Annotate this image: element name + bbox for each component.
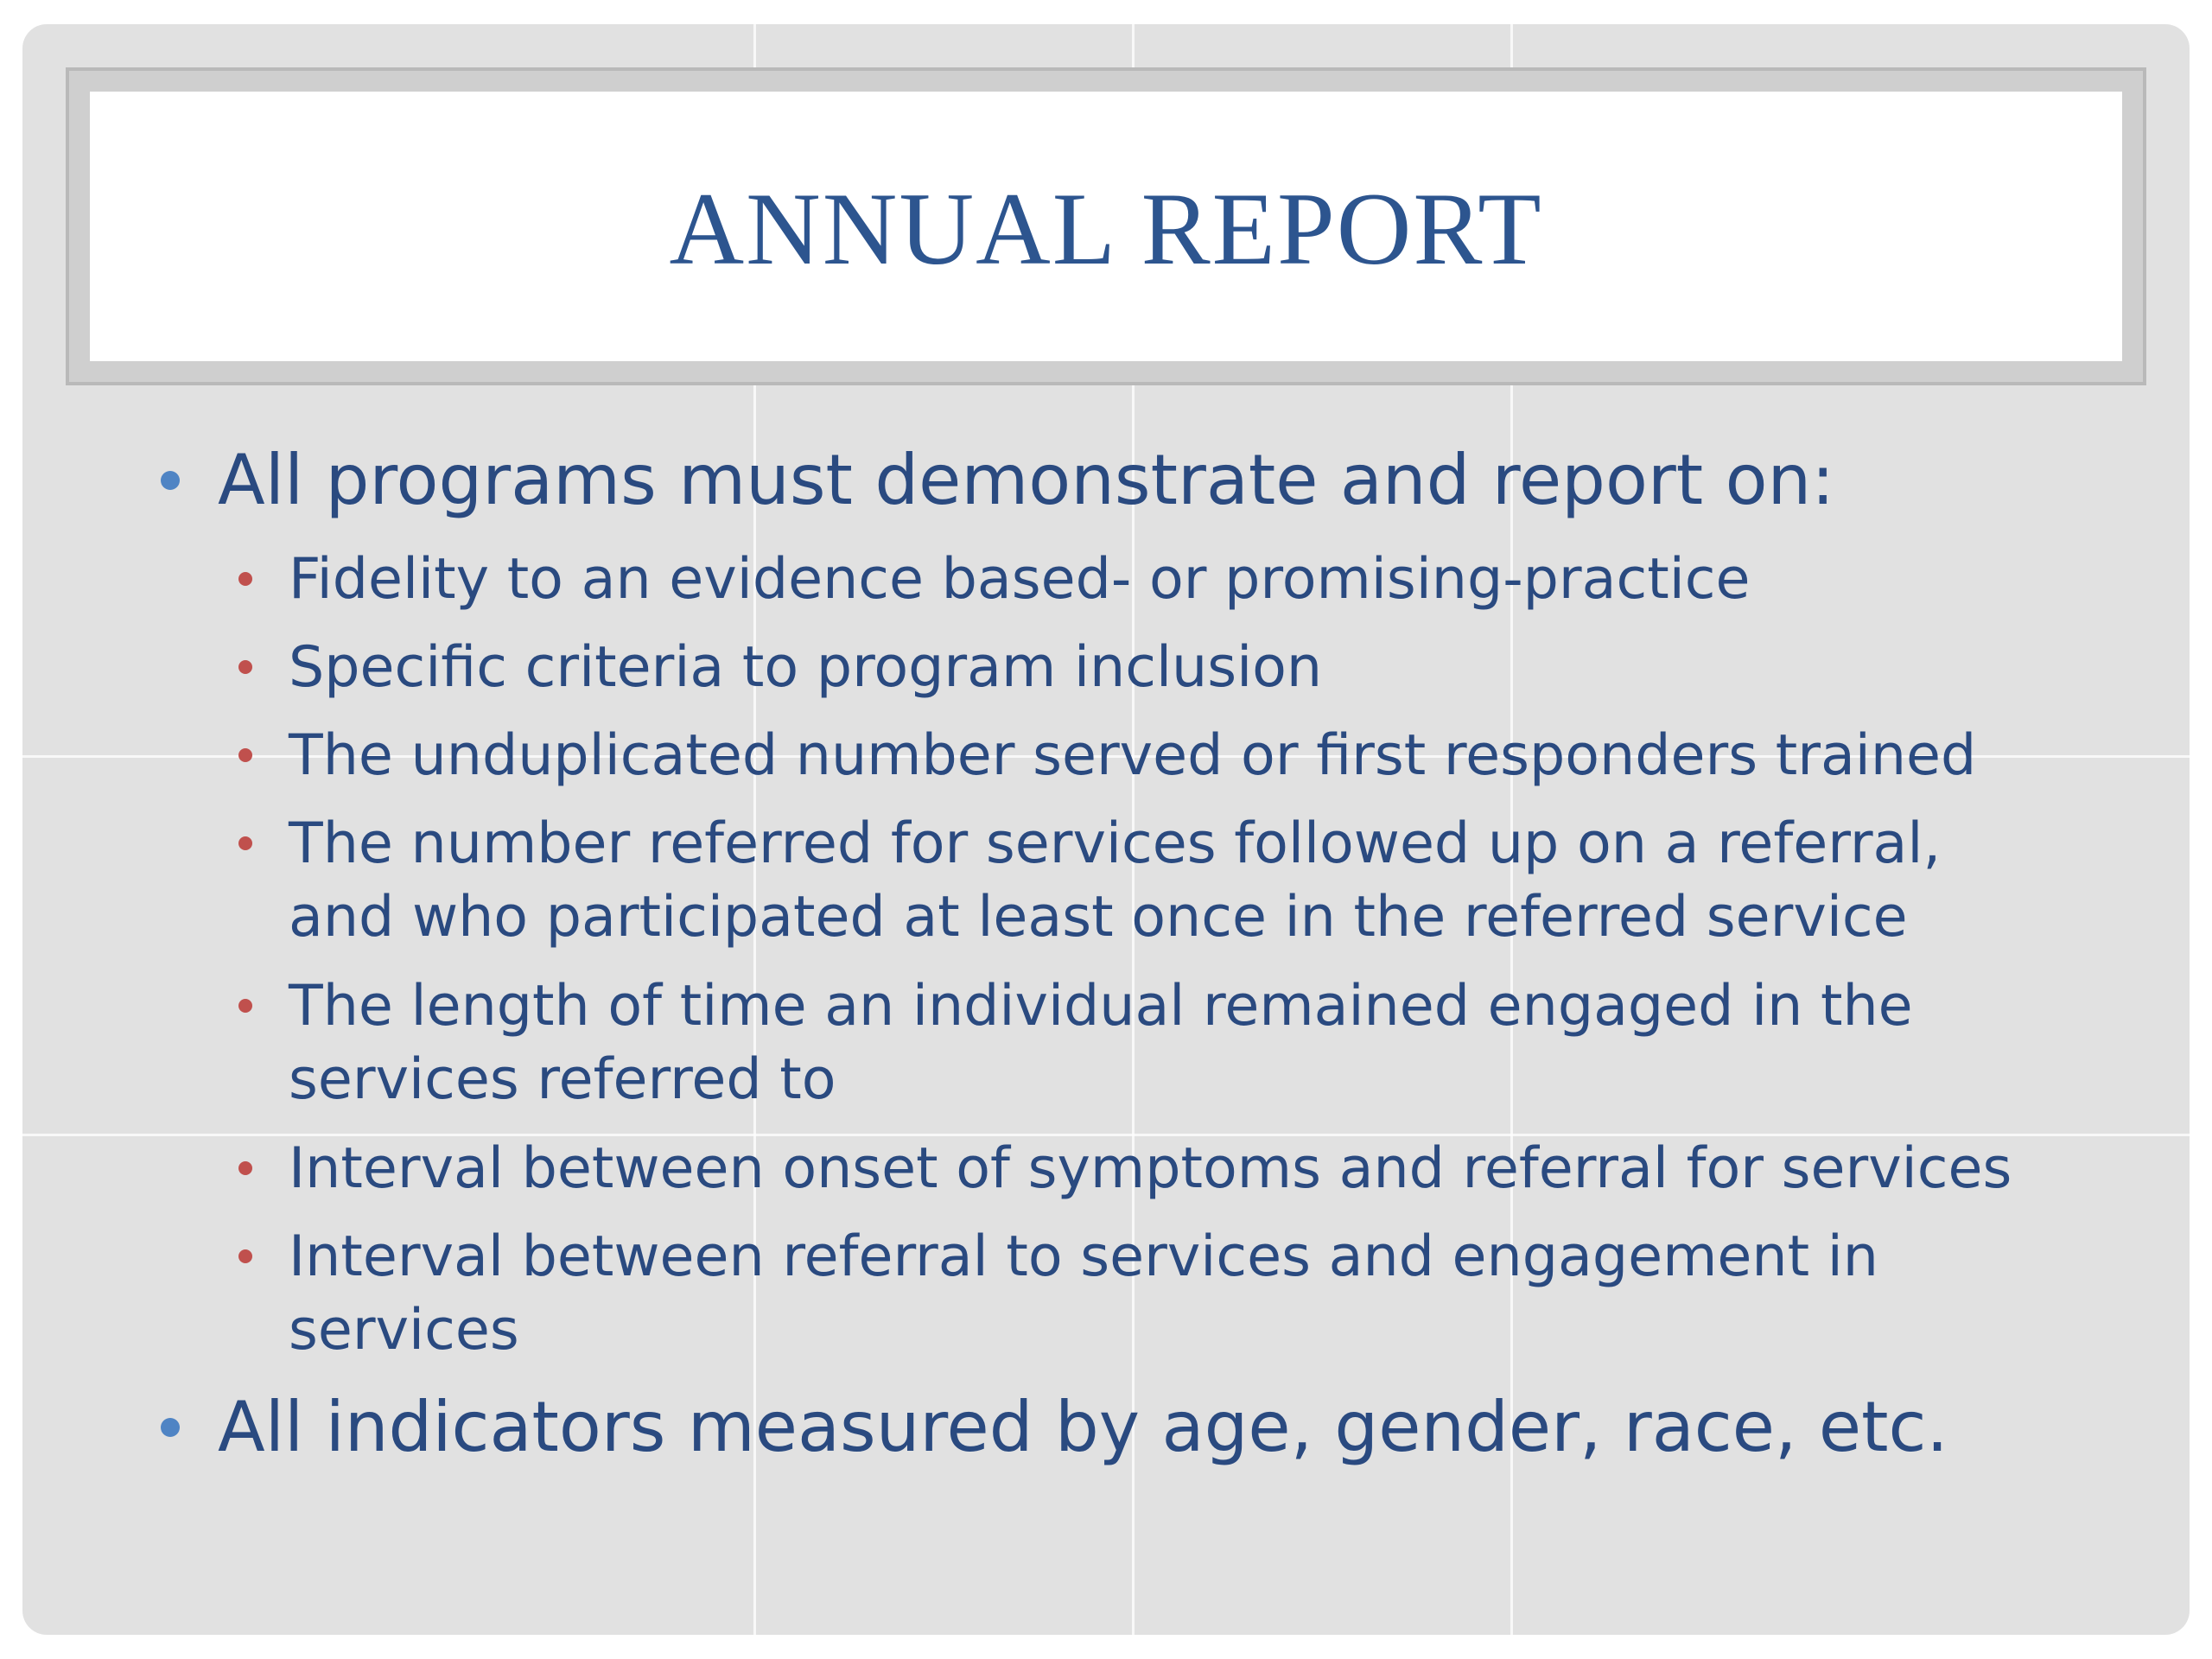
- bullet-marker-level2: [238, 660, 252, 674]
- bullet-level2-text: The number referred for services followed up on a referral,: [289, 811, 1942, 876]
- bullet-level2-text: Specific criteria to program inclusion: [289, 635, 1323, 700]
- bullet-marker-level2: [238, 572, 252, 586]
- bullet-level2-text-continued: and who participated at least once in the referred service: [289, 885, 1908, 950]
- slide: [22, 24, 2190, 1635]
- bullet-level2-text-continued: services referred to: [289, 1047, 836, 1112]
- slide-body: [22, 24, 2190, 1635]
- bullet-marker-level1: [161, 471, 180, 490]
- slide-title: ANNUAL REPORT: [669, 171, 1543, 286]
- bullet-level2-text: Interval between referral to services and engagement in: [289, 1224, 1878, 1289]
- bullet-marker-level1: [161, 1418, 180, 1437]
- bullet-level2-text: Interval between onset of symptoms and referral for services: [289, 1136, 2012, 1201]
- bullet-marker-level2: [238, 748, 252, 762]
- bullet-marker-level2: [238, 1161, 252, 1175]
- bullet-level2-text-continued: services: [289, 1298, 519, 1363]
- bullet-level1-text: All indicators measured by age, gender, race, etc.: [218, 1387, 1948, 1467]
- bullet-level2-text: The unduplicated number served or first responders trained: [289, 723, 1977, 788]
- bullet-marker-level2: [238, 836, 252, 850]
- bullet-marker-level2: [238, 999, 252, 1013]
- bullet-marker-level2: [238, 1249, 252, 1263]
- bullet-level2-text: The length of time an individual remained engaged in the: [289, 974, 1913, 1039]
- bullet-level1-text: All programs must demonstrate and report on:: [218, 440, 1835, 520]
- bullet-level2-text: Fidelity to an evidence based- or promising-practice: [289, 547, 1751, 612]
